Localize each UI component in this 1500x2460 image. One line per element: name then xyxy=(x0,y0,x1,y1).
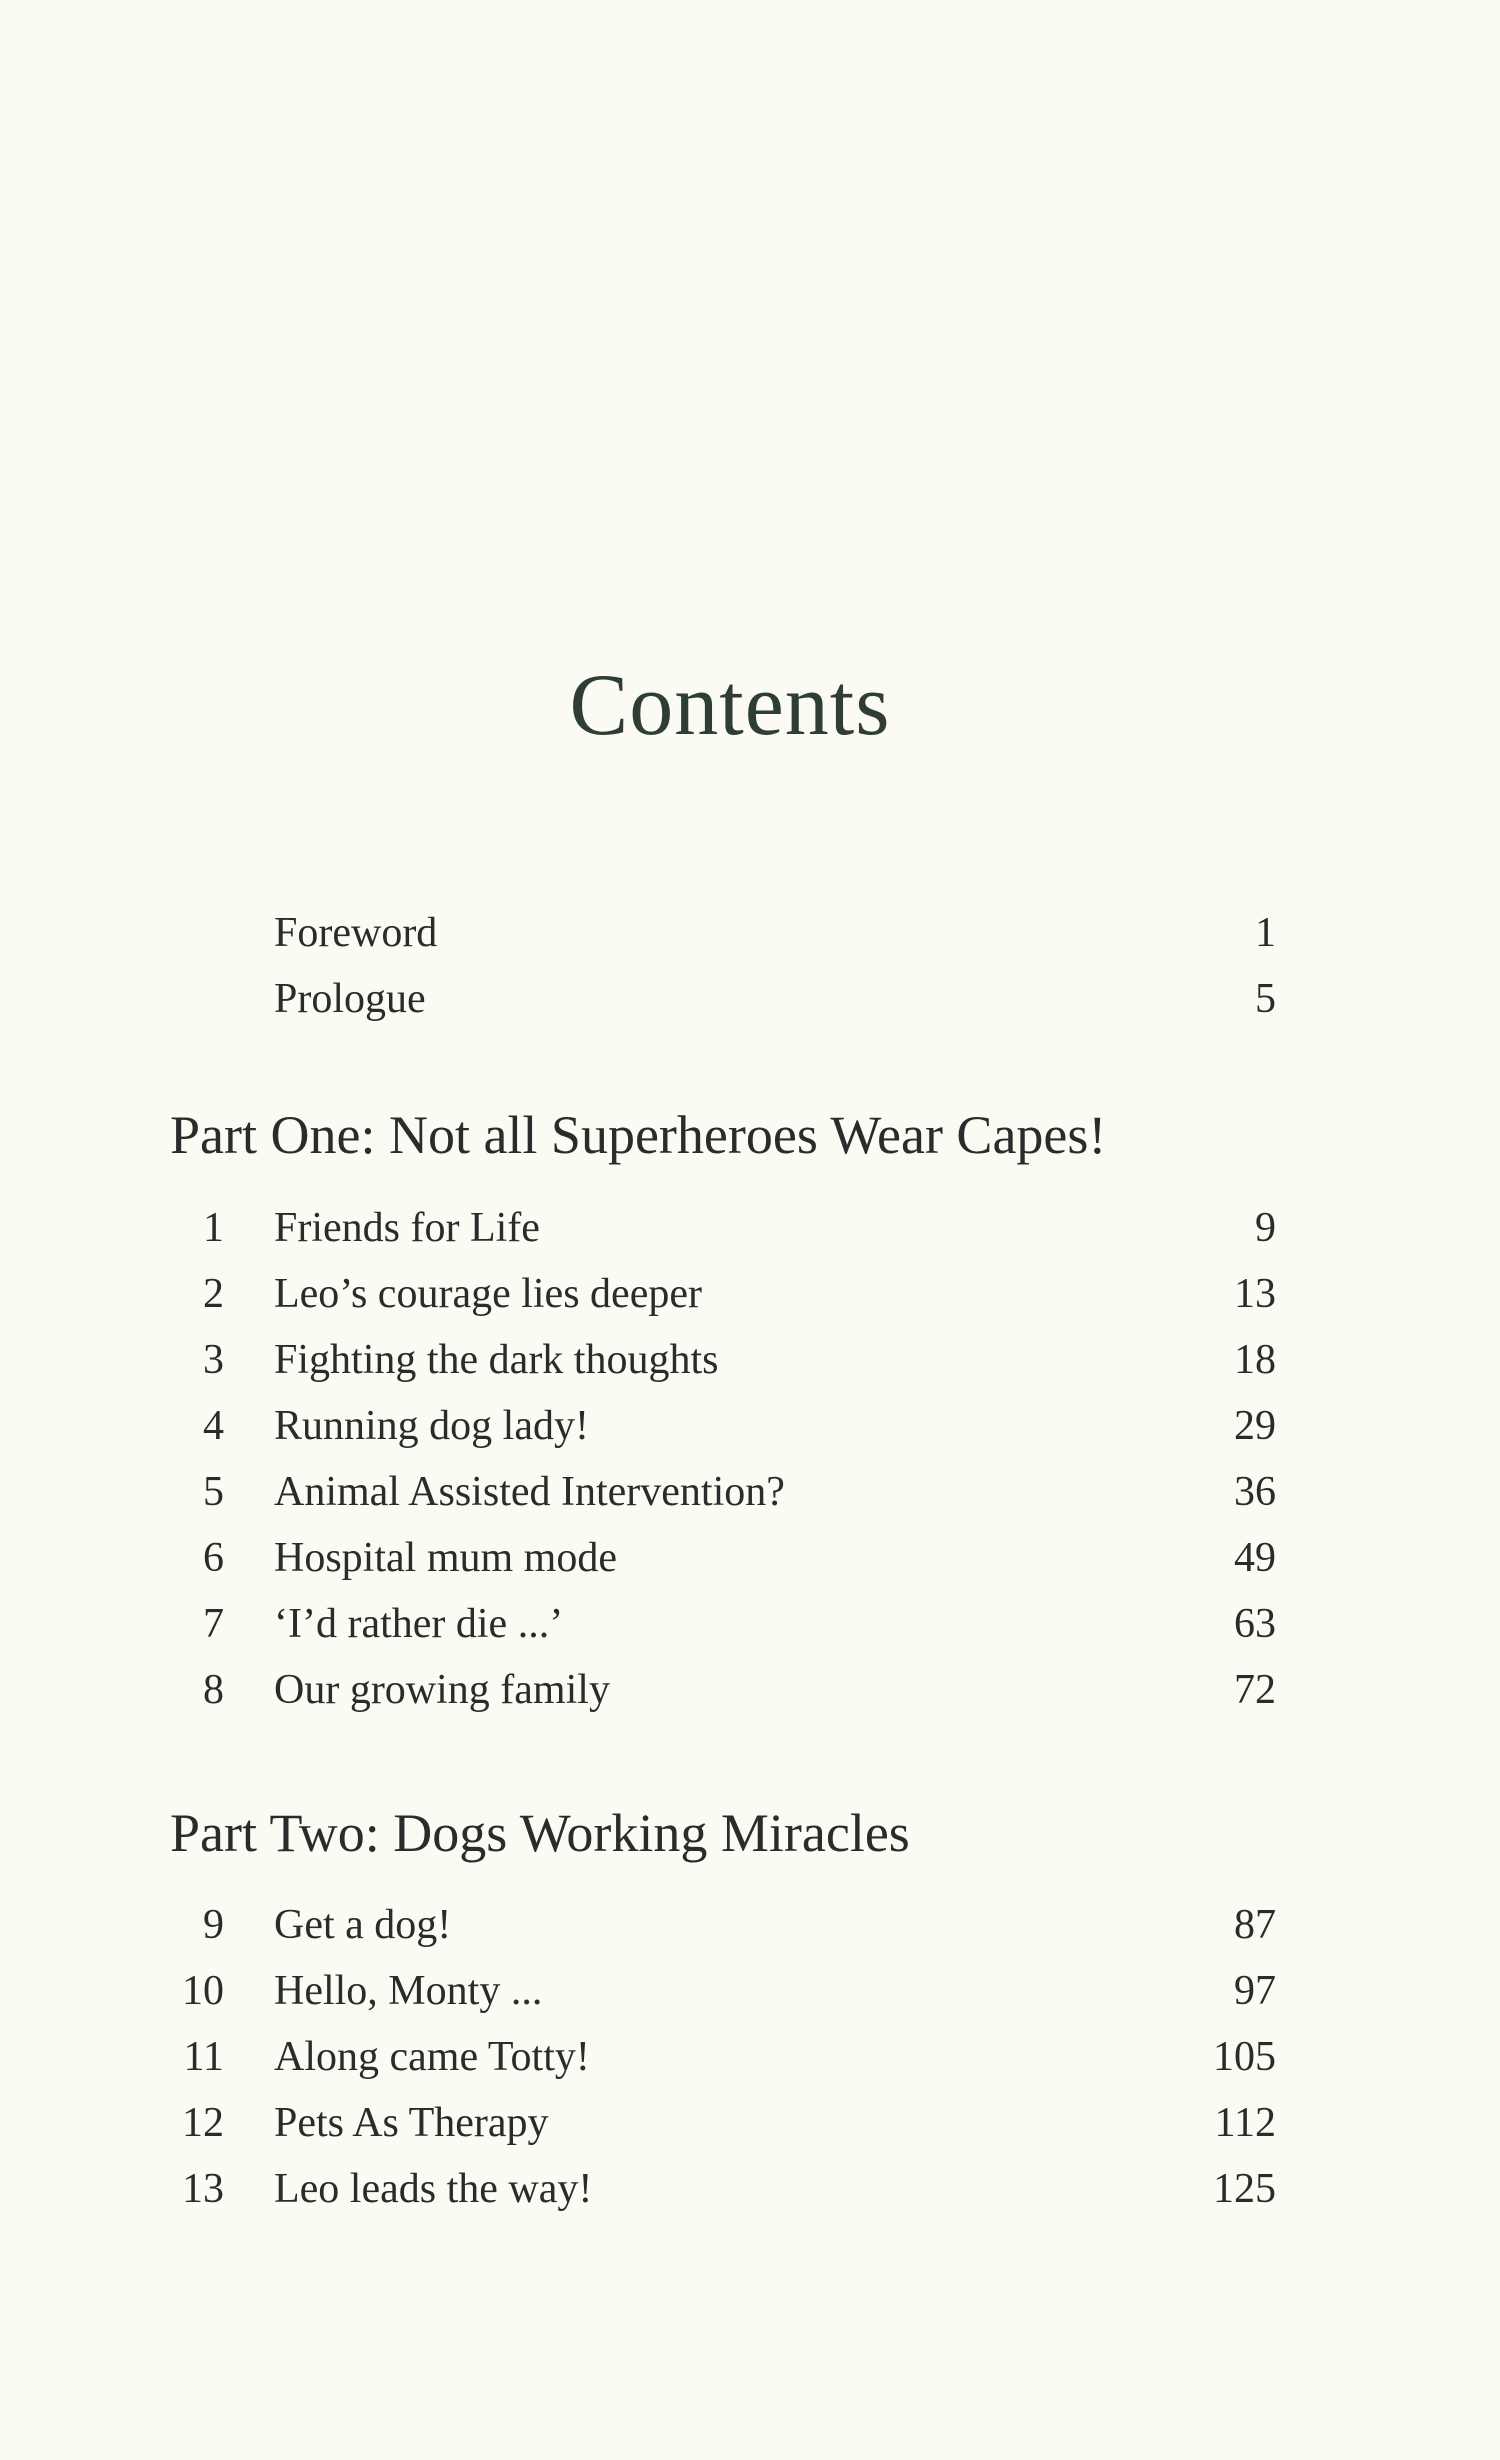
chapter-number: 12 xyxy=(182,2100,224,2146)
chapter-page: 125 xyxy=(1213,2166,1276,2212)
toc-chapter-row xyxy=(0,1264,1500,1324)
chapter-page: 97 xyxy=(1234,1968,1276,2014)
toc-chapter-row xyxy=(0,1660,1500,1720)
toc-chapter-row xyxy=(0,1895,1500,1955)
chapter-page: 36 xyxy=(1234,1469,1276,1515)
chapter-title: ‘I’d rather die ...’ xyxy=(274,1601,564,1647)
chapter-title: Leo leads the way! xyxy=(274,2166,593,2212)
toc-entry-foreword xyxy=(0,903,1500,963)
chapter-page: 9 xyxy=(1255,1205,1276,1251)
toc-chapter-row xyxy=(0,1961,1500,2021)
part-heading-two: Part Two: Dogs Working Miracles xyxy=(170,1803,910,1863)
chapter-title: Animal Assisted Intervention? xyxy=(274,1469,785,1515)
page-title: Contents xyxy=(569,657,891,754)
part-heading-one: Part One: Not all Superheroes Wear Capes! xyxy=(170,1105,1107,1165)
chapter-title: Hello, Monty ... xyxy=(274,1968,543,2014)
chapter-number: 6 xyxy=(203,1535,224,1581)
toc-chapter-row xyxy=(0,1594,1500,1654)
toc-chapter-row xyxy=(0,2159,1500,2219)
chapter-page: 87 xyxy=(1234,1902,1276,1948)
chapter-number: 10 xyxy=(182,1968,224,2014)
chapter-page: 29 xyxy=(1234,1403,1276,1449)
toc-entry-label: Prologue xyxy=(274,976,426,1022)
chapter-page: 105 xyxy=(1213,2034,1276,2080)
toc-chapter-row xyxy=(0,2093,1500,2153)
chapter-number: 1 xyxy=(203,1205,224,1251)
chapter-page: 18 xyxy=(1234,1337,1276,1383)
chapter-number: 8 xyxy=(203,1667,224,1713)
chapter-title: Along came Totty! xyxy=(274,2034,590,2080)
chapter-title: Our growing family xyxy=(274,1667,610,1713)
toc-chapter-row xyxy=(0,1396,1500,1456)
toc-chapter-row xyxy=(0,1198,1500,1258)
toc-chapter-row xyxy=(0,1462,1500,1522)
chapter-page: 13 xyxy=(1234,1271,1276,1317)
chapter-number: 4 xyxy=(203,1403,224,1449)
toc-entry-page: 1 xyxy=(1255,910,1276,956)
chapter-number: 2 xyxy=(203,1271,224,1317)
chapter-title: Running dog lady! xyxy=(274,1403,589,1449)
chapter-page: 112 xyxy=(1214,2100,1276,2146)
chapter-title: Pets As Therapy xyxy=(274,2100,549,2146)
chapter-title: Get a dog! xyxy=(274,1902,452,1948)
chapter-page: 72 xyxy=(1234,1667,1276,1713)
toc-chapter-row xyxy=(0,1330,1500,1390)
toc-entry-prologue xyxy=(0,969,1500,1029)
toc-entry-label: Foreword xyxy=(274,910,438,956)
toc-entry-page: 5 xyxy=(1255,976,1276,1022)
chapter-title: Hospital mum mode xyxy=(274,1535,617,1581)
chapter-title: Fighting the dark thoughts xyxy=(274,1337,719,1383)
chapter-number: 3 xyxy=(203,1337,224,1383)
toc-chapter-row xyxy=(0,1528,1500,1588)
chapter-number: 11 xyxy=(183,2034,224,2080)
toc-chapter-row xyxy=(0,2027,1500,2087)
chapter-number: 5 xyxy=(203,1469,224,1515)
chapter-number: 9 xyxy=(203,1902,224,1948)
chapter-title: Leo’s courage lies deeper xyxy=(274,1271,702,1317)
chapter-number: 13 xyxy=(182,2166,224,2212)
chapter-title: Friends for Life xyxy=(274,1205,540,1251)
chapter-number: 7 xyxy=(203,1601,224,1647)
chapter-page: 49 xyxy=(1234,1535,1276,1581)
chapter-page: 63 xyxy=(1234,1601,1276,1647)
